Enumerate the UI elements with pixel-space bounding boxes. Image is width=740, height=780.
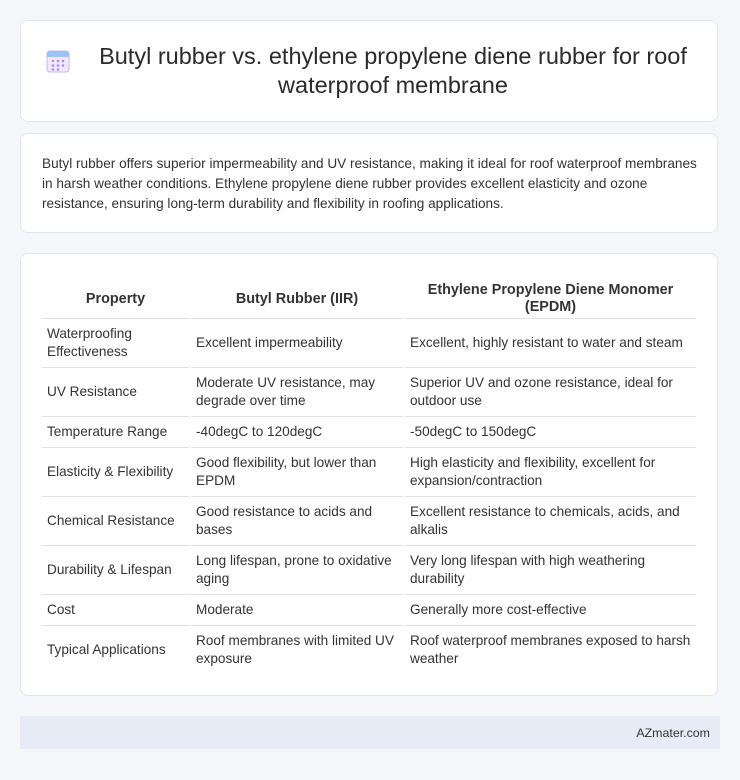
butyl-cell: Long lifespan, prone to oxidative aging [191, 546, 403, 595]
table-row [42, 319, 696, 368]
table-row [42, 626, 696, 674]
summary-card [20, 133, 718, 233]
table-row [42, 417, 696, 448]
epdm-cell: High elasticity and flexibility, excellent for expansion/contraction [405, 448, 696, 497]
comparison-table [40, 272, 698, 674]
property-cell: Cost [42, 595, 189, 626]
title-card [20, 20, 718, 122]
header-property: Property [42, 272, 189, 319]
property-cell: Typical Applications [47, 642, 166, 657]
page-title: Butyl rubber vs. ethylene propylene diene rubber for roof waterproof membrane [99, 43, 687, 98]
summary-text: Butyl rubber offers superior impermeability and UV resistance, making it ideal for roof waterproof membranes in harsh weather conditions. Ethylene propylene diene rubber provides excellent elasticity and ozone resistance, ensuring long-term durability and flexibility in roofing applications. [42, 156, 697, 211]
footer-brand: AZmater.com [636, 725, 710, 740]
butyl-cell: Moderate UV resistance, may degrade over time [191, 368, 403, 417]
table-card [20, 253, 718, 696]
butyl-cell: Good flexibility, but lower than EPDM [191, 448, 403, 497]
epdm-cell: Excellent, highly resistant to water and steam [405, 319, 696, 368]
table-row [42, 546, 696, 595]
table-row [42, 595, 696, 626]
epdm-cell: -50degC to 150degC [405, 417, 696, 448]
butyl-cell: Excellent impermeability [191, 319, 403, 368]
property-cell: Durability & Lifespan [42, 546, 189, 595]
footer-bar [20, 716, 720, 749]
header-epdm: Ethylene Propylene Diene Monomer (EPDM) [405, 272, 696, 319]
property-cell: Elasticity & Flexibility [42, 448, 189, 497]
butyl-cell: -40degC to 120degC [191, 417, 403, 448]
epdm-cell: Excellent resistance to chemicals, acids, and alkalis [405, 497, 696, 546]
property-cell: UV Resistance [42, 368, 189, 417]
epdm-cell: Generally more cost-effective [405, 595, 696, 626]
header-butyl: Butyl Rubber (IIR) [191, 272, 403, 319]
epdm-cell: Very long lifespan with high weathering durability [405, 546, 696, 595]
table-row [42, 448, 696, 497]
epdm-cell: Superior UV and ozone resistance, ideal for outdoor use [405, 368, 696, 417]
table-header-row [42, 272, 696, 319]
table-row [42, 497, 696, 546]
calendar-icon [45, 48, 71, 74]
butyl-cell: Moderate [191, 595, 403, 626]
property-cell: Waterproofing Effectiveness [42, 319, 189, 368]
butyl-cell: Good resistance to acids and bases [191, 497, 403, 546]
epdm-cell: Roof waterproof membranes exposed to harsh weather [410, 633, 691, 666]
title-wrap [45, 42, 693, 100]
table-row [42, 368, 696, 417]
property-cell: Temperature Range [42, 417, 189, 448]
property-cell: Chemical Resistance [42, 497, 189, 546]
butyl-cell: Roof membranes with limited UV exposure [196, 633, 394, 666]
